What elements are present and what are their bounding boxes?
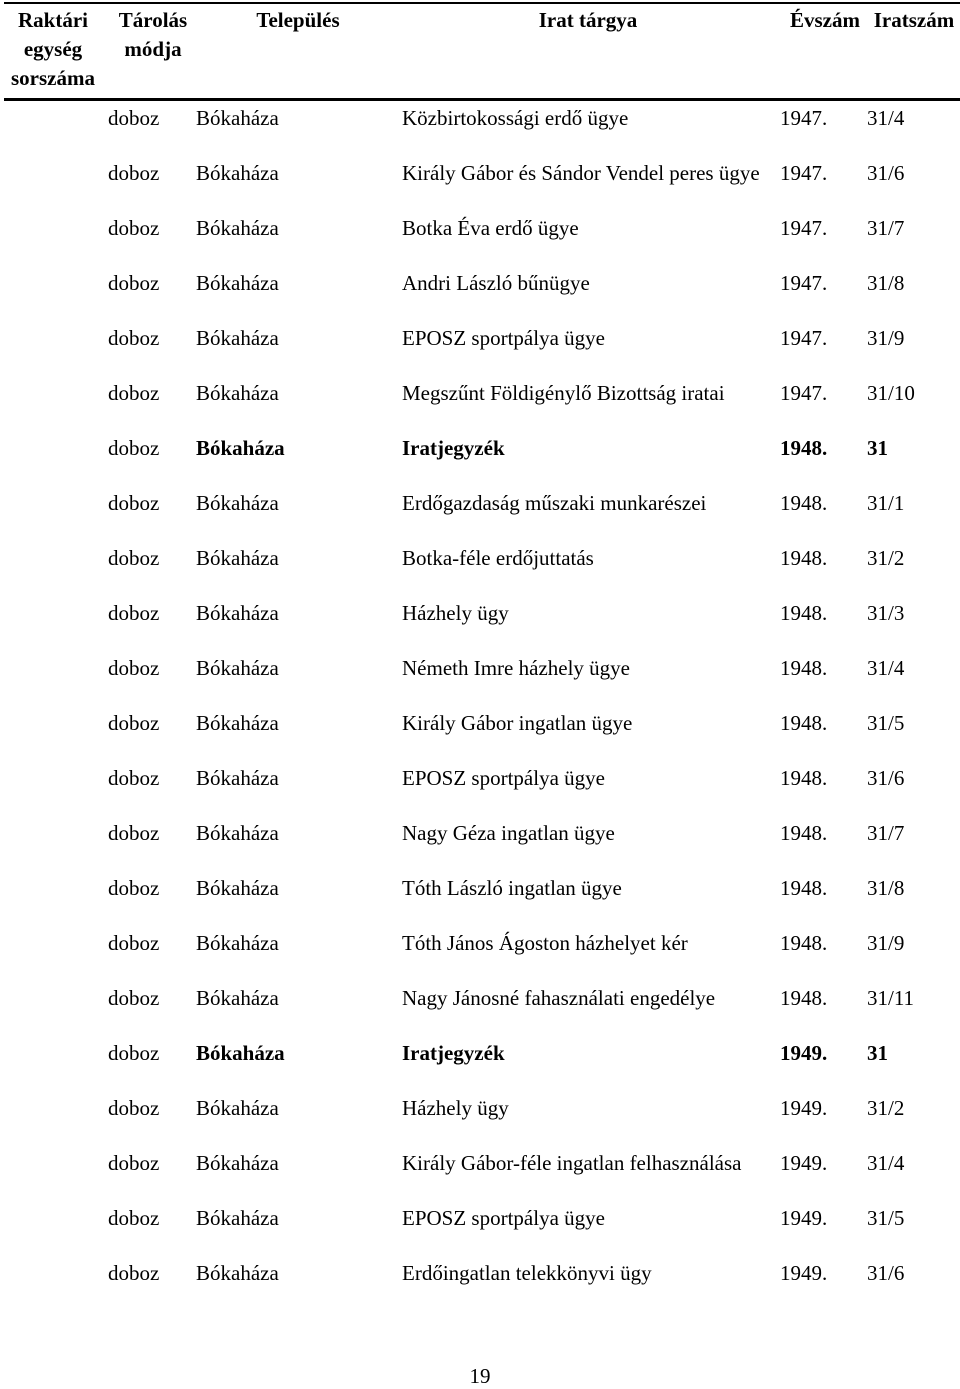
table-row xyxy=(0,265,960,320)
cell-subject: Nagy Géza ingatlan ügye xyxy=(402,821,615,845)
cell-subject: Botka-féle erdőjuttatás xyxy=(402,546,594,570)
table-header xyxy=(4,6,960,98)
table-row xyxy=(0,1255,960,1310)
cell-storage-type: doboz xyxy=(108,1096,160,1120)
cell-settlement: Bókaháza xyxy=(196,216,279,240)
cell-storage-type: doboz xyxy=(108,326,160,350)
table-row xyxy=(0,1145,960,1200)
cell-doc-number: 31/11 xyxy=(867,986,915,1010)
cell-storage-type: doboz xyxy=(108,491,160,515)
cell-doc-number: 31/4 xyxy=(867,656,905,680)
cell-year: 1948. xyxy=(780,601,828,625)
cell-doc-number: 31/4 xyxy=(867,1151,905,1175)
table-row xyxy=(0,815,960,870)
cell-subject: EPOSZ sportpálya ügye xyxy=(402,1206,605,1230)
cell-storage-type: doboz xyxy=(108,931,160,955)
cell-doc-number: 31 xyxy=(867,436,888,460)
cell-year: 1948. xyxy=(780,766,828,790)
cell-storage-type: doboz xyxy=(108,1041,160,1065)
cell-settlement: Bókaháza xyxy=(196,106,279,130)
header-subject: Irat tárgya xyxy=(538,8,638,32)
cell-doc-number: 31/5 xyxy=(867,1206,905,1230)
cell-year: 1948. xyxy=(780,546,828,570)
table-row xyxy=(0,1035,960,1090)
cell-subject: Király Gábor-féle ingatlan felhasználása xyxy=(402,1151,742,1175)
header-doc-number: Iratszám xyxy=(873,8,955,32)
cell-subject: Házhely ügy xyxy=(402,1096,509,1120)
header-top-rule xyxy=(4,2,960,4)
cell-year: 1949. xyxy=(780,1151,828,1175)
cell-subject: Tóth János Ágoston házhelyet kér xyxy=(402,931,688,955)
cell-doc-number: 31/7 xyxy=(867,821,905,845)
cell-subject: Nagy Jánosné fahasználati engedélye xyxy=(402,986,716,1010)
table-row xyxy=(0,320,960,375)
table-row xyxy=(0,540,960,595)
cell-year: 1948. xyxy=(780,656,828,680)
header-storage-unit-line1: Raktári xyxy=(18,8,88,32)
table-row xyxy=(0,705,960,760)
cell-settlement: Bókaháza xyxy=(196,1151,279,1175)
table-row xyxy=(0,1090,960,1145)
table-row xyxy=(0,155,960,210)
cell-storage-type: doboz xyxy=(108,656,160,680)
cell-subject: Németh Imre házhely ügye xyxy=(402,656,630,680)
cell-doc-number: 31 xyxy=(867,1041,888,1065)
cell-year: 1948. xyxy=(780,986,828,1010)
cell-storage-type: doboz xyxy=(108,1206,160,1230)
cell-settlement: Bókaháza xyxy=(196,1041,285,1065)
cell-subject: Botka Éva erdő ügye xyxy=(402,216,579,240)
cell-settlement: Bókaháza xyxy=(196,161,279,185)
header-storage-unit xyxy=(4,6,102,93)
table-row xyxy=(0,100,960,155)
cell-doc-number: 31/8 xyxy=(867,271,905,295)
table-row xyxy=(0,430,960,485)
cell-year: 1949. xyxy=(780,1206,828,1230)
cell-settlement: Bókaháza xyxy=(196,766,279,790)
cell-storage-type: doboz xyxy=(108,986,160,1010)
cell-storage-type: doboz xyxy=(108,711,160,735)
cell-settlement: Bókaháza xyxy=(196,711,279,735)
cell-subject: Iratjegyzék xyxy=(402,1041,505,1065)
cell-doc-number: 31/8 xyxy=(867,876,905,900)
cell-subject: Közbirtokossági erdő ügye xyxy=(402,106,629,130)
table-row xyxy=(0,1200,960,1255)
cell-year: 1948. xyxy=(780,931,828,955)
table-row xyxy=(0,925,960,980)
cell-subject: Erdőingatlan telekkönyvi ügy xyxy=(402,1261,652,1285)
cell-subject: Tóth László ingatlan ügye xyxy=(402,876,622,900)
cell-doc-number: 31/2 xyxy=(867,1096,905,1120)
cell-doc-number: 31/5 xyxy=(867,711,905,735)
cell-settlement: Bókaháza xyxy=(196,876,279,900)
header-storage-type-line2: módja xyxy=(124,37,182,61)
cell-subject: EPOSZ sportpálya ügye xyxy=(402,766,605,790)
cell-settlement: Bókaháza xyxy=(196,986,279,1010)
cell-storage-type: doboz xyxy=(108,106,160,130)
cell-year: 1949. xyxy=(780,1041,828,1065)
cell-subject: Megszűnt Földigénylő Bizottság iratai xyxy=(402,381,725,405)
cell-settlement: Bókaháza xyxy=(196,381,279,405)
cell-settlement: Bókaháza xyxy=(196,821,279,845)
header-settlement: Település xyxy=(256,8,340,32)
cell-settlement: Bókaháza xyxy=(196,1261,279,1285)
cell-subject: Iratjegyzék xyxy=(402,436,505,460)
cell-subject: Andri László bűnügye xyxy=(402,271,590,295)
cell-storage-type: doboz xyxy=(108,821,160,845)
cell-storage-type: doboz xyxy=(108,1151,160,1175)
cell-settlement: Bókaháza xyxy=(196,931,279,955)
cell-doc-number: 31/10 xyxy=(867,381,915,405)
cell-subject: Király Gábor és Sándor Vendel peres ügye xyxy=(402,161,760,185)
cell-settlement: Bókaháza xyxy=(196,436,285,460)
cell-settlement: Bókaháza xyxy=(196,271,279,295)
cell-subject: Házhely ügy xyxy=(402,601,509,625)
cell-year: 1948. xyxy=(780,821,828,845)
cell-storage-type: doboz xyxy=(108,271,160,295)
cell-storage-type: doboz xyxy=(108,546,160,570)
header-year: Évszám xyxy=(790,8,860,32)
cell-doc-number: 31/6 xyxy=(867,161,905,185)
table-row xyxy=(0,210,960,265)
cell-settlement: Bókaháza xyxy=(196,1206,279,1230)
cell-year: 1948. xyxy=(780,876,828,900)
cell-doc-number: 31/7 xyxy=(867,216,905,240)
cell-doc-number: 31/4 xyxy=(867,106,905,130)
cell-year: 1949. xyxy=(780,1261,828,1285)
table-row xyxy=(0,760,960,815)
cell-year: 1947. xyxy=(780,381,828,405)
cell-subject: Király Gábor ingatlan ügye xyxy=(402,711,633,735)
cell-year: 1947. xyxy=(780,106,828,130)
cell-storage-type: doboz xyxy=(108,381,160,405)
table-row xyxy=(0,980,960,1035)
cell-storage-type: doboz xyxy=(108,1261,160,1285)
header-storage-unit-line3: sorszáma xyxy=(11,66,95,90)
cell-year: 1947. xyxy=(780,326,828,350)
table-row xyxy=(0,485,960,540)
table-row xyxy=(0,375,960,430)
table-row xyxy=(0,595,960,650)
cell-doc-number: 31/3 xyxy=(867,601,905,625)
cell-settlement: Bókaháza xyxy=(196,546,279,570)
cell-year: 1949. xyxy=(780,1096,828,1120)
cell-settlement: Bókaháza xyxy=(196,601,279,625)
cell-doc-number: 31/6 xyxy=(867,766,905,790)
cell-doc-number: 31/6 xyxy=(867,1261,905,1285)
cell-storage-type: doboz xyxy=(108,876,160,900)
cell-storage-type: doboz xyxy=(108,216,160,240)
cell-year: 1948. xyxy=(780,491,828,515)
cell-doc-number: 31/2 xyxy=(867,546,905,570)
cell-year: 1947. xyxy=(780,271,828,295)
cell-year: 1948. xyxy=(780,711,828,735)
cell-year: 1948. xyxy=(780,436,828,460)
cell-doc-number: 31/9 xyxy=(867,931,905,955)
cell-settlement: Bókaháza xyxy=(196,491,279,515)
cell-settlement: Bókaháza xyxy=(196,1096,279,1120)
cell-year: 1947. xyxy=(780,216,828,240)
cell-doc-number: 31/9 xyxy=(867,326,905,350)
page-number: 19 xyxy=(469,1364,491,1388)
table-row xyxy=(0,650,960,705)
cell-storage-type: doboz xyxy=(108,601,160,625)
cell-storage-type: doboz xyxy=(108,436,160,460)
header-storage-type xyxy=(108,6,198,64)
cell-subject: Erdőgazdaság műszaki munkarészei xyxy=(402,491,707,515)
header-storage-type-line1: Tárolás xyxy=(118,8,188,32)
header-storage-unit-line2: egység xyxy=(23,37,83,61)
cell-doc-number: 31/1 xyxy=(867,491,905,515)
cell-subject: EPOSZ sportpálya ügye xyxy=(402,326,605,350)
cell-settlement: Bókaháza xyxy=(196,326,279,350)
cell-storage-type: doboz xyxy=(108,161,160,185)
cell-year: 1947. xyxy=(780,161,828,185)
table-row xyxy=(0,870,960,925)
cell-storage-type: doboz xyxy=(108,766,160,790)
table-body xyxy=(0,100,960,1310)
cell-settlement: Bókaháza xyxy=(196,656,279,680)
